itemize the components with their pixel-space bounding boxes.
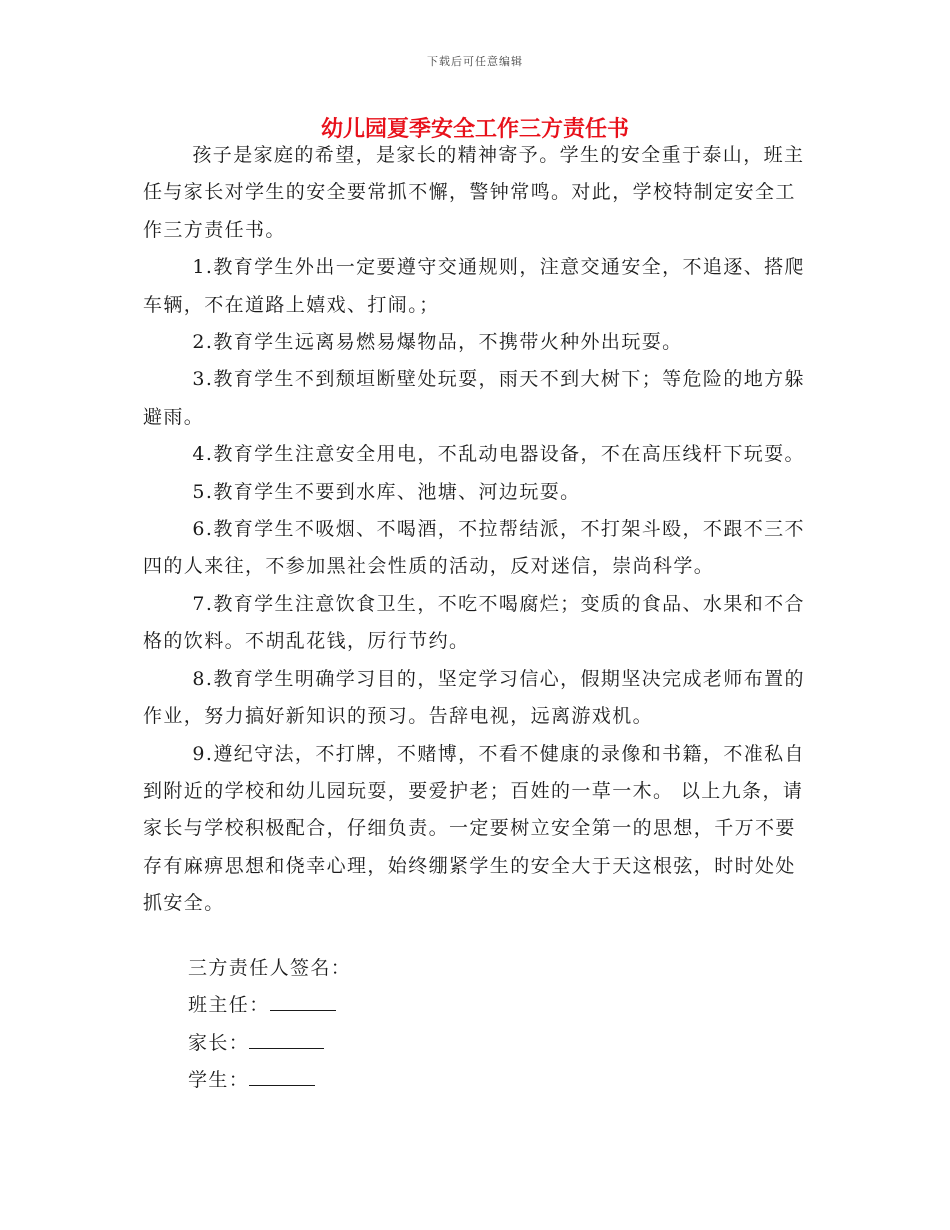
parent-label: 家长： [188, 1031, 250, 1054]
student-signature-line [249, 1063, 315, 1086]
student-label: 学生： [188, 1069, 250, 1092]
parent-signature-line [249, 1026, 324, 1049]
signature-teacher [188, 987, 351, 1024]
signature-parent [188, 1025, 351, 1062]
rule-item-4: 4.教育学生注意安全用电，不乱动电器设备，不在高压线杆下玩耍。 [192, 443, 805, 466]
teacher-label: 班主任： [188, 994, 270, 1017]
rule-item-3: 3.教育学生不到颓垣断壁处玩耍，雨天不到大树下；等危险的地方躲避雨。 [143, 368, 805, 428]
signature-heading: 三方责任人签名： [188, 957, 352, 979]
teacher-signature-line [270, 988, 336, 1011]
header-note: 下载后可任意编辑 [427, 55, 523, 68]
rule-item-9: 9.遵纪守法，不打牌，不赌博，不看不健康的录像和书籍，不准私自到附近的学校和幼儿园玩耍，要爱护老；百姓的一草一木。 以上九条，请家长与学校积极配合，仔细负责。一定要树立安全第一的思想，千万不要存有麻痹思想和侥幸心理，始终绷紧学生的安全大于天这根弦，时时处处抓安全。 [143, 742, 805, 915]
rule-item-7: 7.教育学生注意饮食卫生，不吃不喝腐烂；变质的食品、水果和不合格的饮料。不胡乱花钱，厉行节约。 [143, 592, 805, 653]
rule-item-6: 6.教育学生不吸烟、不喝酒，不拉帮结派，不打架斗殴，不跟不三不四的人来往，不参加黑社会性质的活动，反对迷信，崇尚科学。 [143, 518, 805, 578]
signature-student [188, 1062, 351, 1099]
document-body [143, 137, 808, 923]
intro-paragraph: 孩子是家庭的希望，是家长的精神寄予。学生的安全重于泰山，班主任与家长对学生的安全要常抓不懈，警钟常鸣。对此，学校特制定安全工作三方责任书。 [143, 144, 805, 241]
rule-item-5: 5.教育学生不要到水库、池塘、河边玩耍。 [192, 480, 581, 503]
rule-item-8: 8.教育学生明确学习目的，坚定学习信心，假期坚决完成老师布置的作业，努力搞好新知识的预习。告辞电视，远离游戏机。 [143, 667, 805, 728]
document-title: 幼儿园夏季安全工作三方责任书 [320, 116, 629, 142]
rule-item-1: 1.教育学生外出一定要遵守交通规则，注意交通安全，不追逐、搭爬车辆，不在道路上嬉戏、打闹。； [143, 256, 805, 316]
signature-block [188, 950, 351, 1100]
rule-item-2: 2.教育学生远离易燃易爆物品，不携带火种外出玩耍。 [192, 331, 683, 354]
